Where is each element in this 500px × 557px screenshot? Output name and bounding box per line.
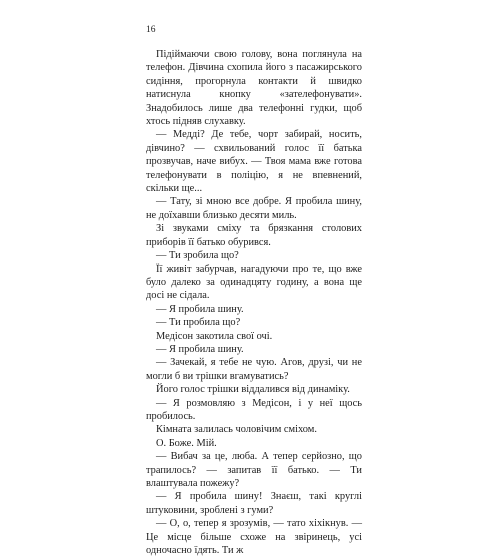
paragraph: — Я пробила шину! Знаєш, такі круглі штуковини, зроблені з гуми? bbox=[146, 491, 362, 516]
paragraph: — Ти пробила що? bbox=[156, 317, 241, 329]
paragraph: Її живіт забурчав, нагадуючи про те, що вже було далеко за одинадцяту годину, а вона ще досі не сідала. bbox=[146, 263, 362, 302]
paragraph: Зі звуками сміху та брязкання столових приборів її батько обурився. bbox=[146, 223, 362, 248]
paragraph: — Я пробила шину. bbox=[156, 343, 244, 355]
paragraph: — Тату, зі мною все добре. Я пробила шину, не доїхавши близько десяти миль. bbox=[146, 196, 362, 221]
paragraph: Медісон закотила свої очі. bbox=[156, 330, 273, 342]
body-text bbox=[146, 48, 362, 557]
paragraph: — Вибач за це, люба. А тепер серйозно, що трапилось? — запитав її батько. — Ти влаштувала пожежу? bbox=[146, 451, 362, 489]
paragraph: Його голос трішки віддалився від динаміку. bbox=[156, 384, 350, 396]
paragraph: — О, о, тепер я зрозумів, — тато хіхікнув. — Це місце більше схоже на звіринець, усі одночасно їдять. Ти ж bbox=[146, 518, 362, 557]
paragraph: — Медді? Де тебе, чорт забирай, носить, дівчино? — схвильований голос її батька прозвучав, наче вибух. — Твоя мама вже готова телефонувати в поліцію, я не впевнений, скільки ще... bbox=[146, 129, 362, 195]
paragraph: Кімната залилась чоловічим сміхом. bbox=[156, 424, 317, 436]
paragraph: Підіймаючи свою голову, вона поглянула на телефон. Дівчина схопила його з пасажирського сидіння, прогорнула контакти й швидко натиснула кнопку «зателефонувати». Знадобилось лише два телефонні гудки, щоб хтось підняв слухавку. bbox=[146, 49, 362, 128]
paragraph: — Ти зробила що? bbox=[156, 250, 239, 262]
paragraph: — Зачекай, я тебе не чую. Агов, друзі, чи не могли б ви трішки вгамуватись? bbox=[146, 357, 362, 382]
paragraph: — Я пробила шину. bbox=[156, 303, 244, 315]
page-number: 16 bbox=[146, 25, 156, 35]
paragraph: О. Боже. Мій. bbox=[156, 437, 217, 449]
paragraph: — Я розмовляю з Медісон, і у неї щось пробилось. bbox=[146, 397, 362, 422]
